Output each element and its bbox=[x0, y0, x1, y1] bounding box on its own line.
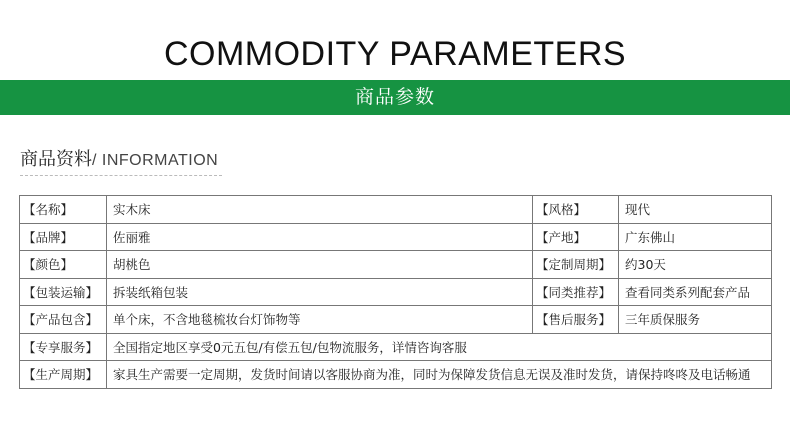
param-label: 【名称】 bbox=[20, 196, 107, 224]
param-value: 查看同类系列配套产品 bbox=[619, 278, 772, 306]
green-title-banner bbox=[0, 80, 790, 115]
param-value: 单个床，不含地毯梳妆台灯饰物等 bbox=[107, 306, 533, 334]
param-value: 全国指定地区享受0元五包/有偿五包/包物流服务，详情咨询客服 bbox=[107, 333, 772, 361]
param-value: 三年质保服务 bbox=[619, 306, 772, 334]
table-row bbox=[20, 361, 772, 389]
param-value: 实木床 bbox=[107, 196, 533, 224]
table-row bbox=[20, 196, 772, 224]
param-value: 家具生产需要一定周期，发货时间请以客服协商为准，同时为保障发货信息无误及准时发货，请保持咚咚及电话畅通 bbox=[107, 361, 772, 389]
table-row bbox=[20, 333, 772, 361]
param-value: 现代 bbox=[619, 196, 772, 224]
param-label: 【品牌】 bbox=[20, 223, 107, 251]
section-title-cn: 商品资料 bbox=[20, 149, 92, 170]
param-value: 胡桃色 bbox=[107, 251, 533, 279]
section-heading bbox=[20, 147, 222, 176]
param-label: 【同类推荐】 bbox=[533, 278, 619, 306]
param-label: 【定制周期】 bbox=[533, 251, 619, 279]
banner-title: 商品参数 bbox=[354, 86, 435, 108]
parameters-table bbox=[19, 195, 772, 389]
param-value: 拆装纸箱包装 bbox=[107, 278, 533, 306]
param-value: 佐丽雅 bbox=[107, 223, 533, 251]
section-title-en: / INFORMATION bbox=[92, 152, 219, 169]
param-label: 【风格】 bbox=[533, 196, 619, 224]
param-label: 【产地】 bbox=[533, 223, 619, 251]
page-title-english: COMMODITY PARAMETERS bbox=[163, 35, 627, 73]
param-label: 【专享服务】 bbox=[20, 333, 107, 361]
param-label: 【颜色】 bbox=[20, 251, 107, 279]
param-value: 约30天 bbox=[619, 251, 772, 279]
table-row bbox=[20, 306, 772, 334]
param-label: 【生产周期】 bbox=[20, 361, 107, 389]
param-label: 【售后服务】 bbox=[533, 306, 619, 334]
table-row bbox=[20, 251, 772, 279]
param-label: 【包装运输】 bbox=[20, 278, 107, 306]
param-value: 广东佛山 bbox=[619, 223, 772, 251]
table-row bbox=[20, 223, 772, 251]
param-label: 【产品包含】 bbox=[20, 306, 107, 334]
table-row bbox=[20, 278, 772, 306]
